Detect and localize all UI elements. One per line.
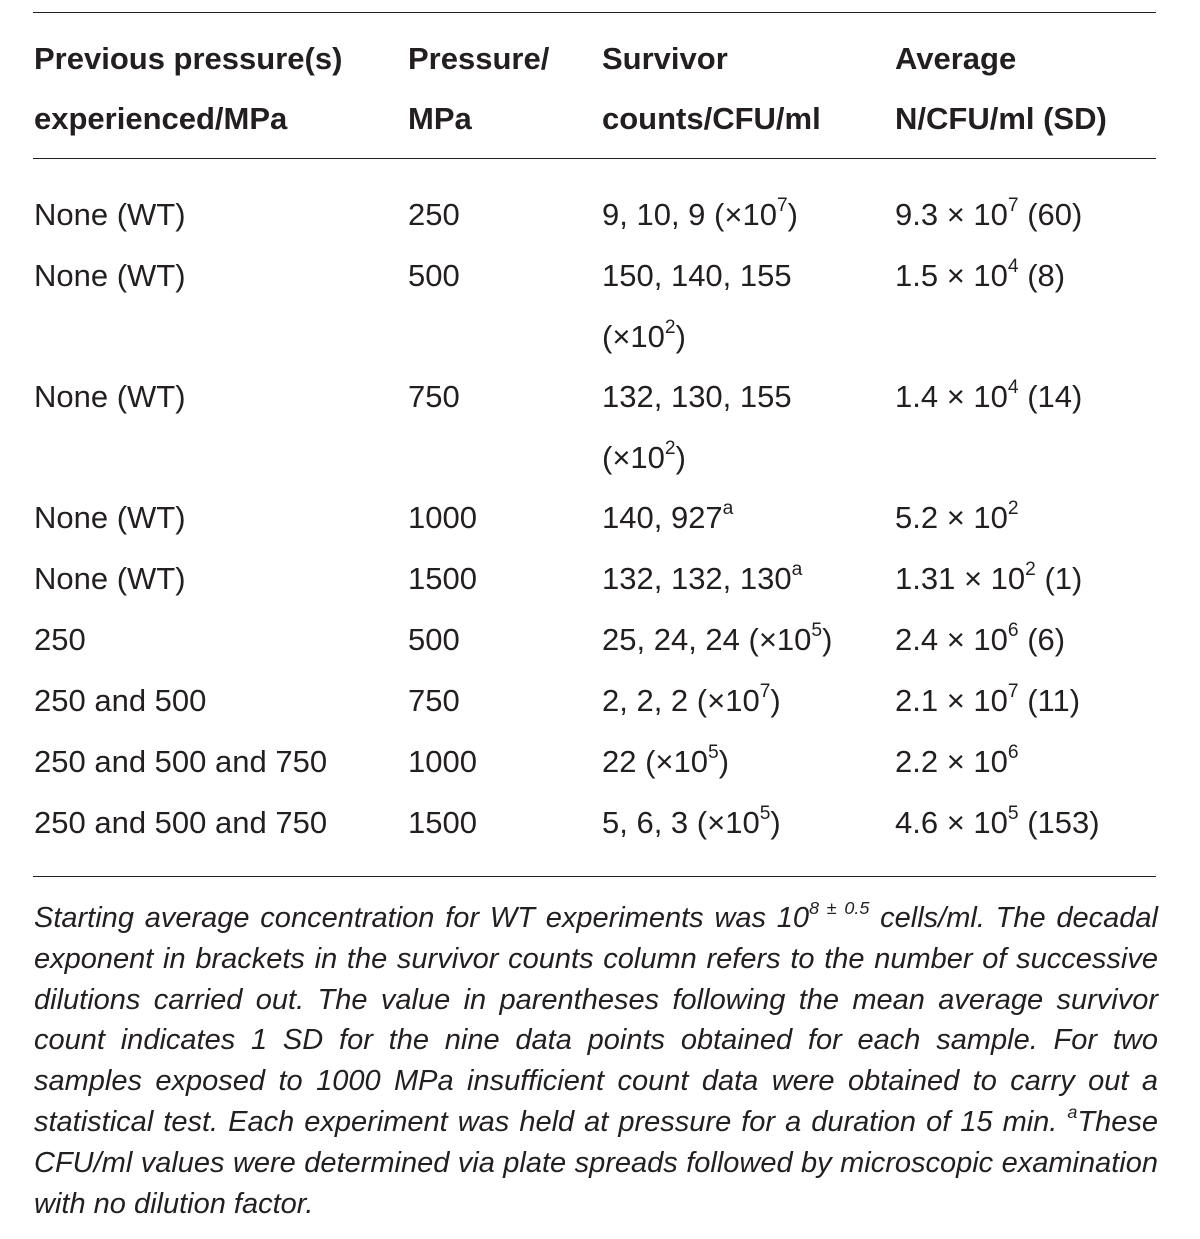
avg-sd: (8) <box>1018 258 1066 293</box>
table-row <box>0 792 1200 853</box>
cell-pressure: 750 <box>408 683 460 718</box>
avg-sd: (153) <box>1018 805 1100 840</box>
counts-text: 2, 2, 2 (×10 <box>602 683 760 718</box>
avg-text: 2.4 × 10 <box>895 622 1008 657</box>
header-line: Survivor <box>602 41 728 76</box>
avg-exponent: 6 <box>1007 619 1019 641</box>
counts-after: ) <box>675 319 686 354</box>
cell-previous: None (WT) <box>34 258 186 293</box>
cell-counts <box>602 792 781 853</box>
footnote-text: cells/ml. The decadal exponent in brackets in the survivor counts column refers to the number of successive dilutions carried out. The value in parentheses following the mean average survivor count indicates 1 SD for the nine data points obtained for each sample. For two samples exposed to 1000 MPa insufficient count data were obtained to carry out a statistical test. Each experiment was held at pressure for a duration of 15 min. <box>34 902 1158 1138</box>
cell-counts <box>602 670 781 731</box>
avg-text: 1.31 × 10 <box>895 561 1026 596</box>
header-bottom-rule <box>33 158 1156 159</box>
cell-pressure: 750 <box>408 379 460 414</box>
counts-text: 22 (×10 <box>602 744 709 779</box>
cell-previous: None (WT) <box>34 379 186 414</box>
table-row <box>0 731 1200 792</box>
avg-exponent: 7 <box>1007 194 1019 216</box>
table-row <box>0 487 1200 548</box>
header-pressure <box>408 29 549 149</box>
cell-average <box>895 670 1080 731</box>
avg-text: 1.4 × 10 <box>895 379 1008 414</box>
table-top-rule <box>33 12 1156 13</box>
cell-previous: 250 and 500 and 750 <box>34 744 328 779</box>
cell-previous: None (WT) <box>34 500 186 535</box>
counts-after: ) <box>770 805 781 840</box>
table-row <box>0 366 1200 475</box>
header-average <box>895 29 1107 149</box>
cell-counts <box>602 609 832 670</box>
cell-average <box>895 548 1082 609</box>
counts-footnote-mark: a <box>722 497 734 519</box>
counts-exponent: 5 <box>708 741 719 763</box>
counts-exponent: 7 <box>759 680 771 702</box>
counts-exponent: 7 <box>776 194 788 216</box>
avg-exponent: 4 <box>1007 376 1019 398</box>
counts-line2 <box>602 427 792 488</box>
counts-exponent: 2 <box>664 437 676 459</box>
cell-average <box>895 731 1019 792</box>
cell-counts <box>602 245 792 367</box>
table-row <box>0 184 1200 245</box>
counts-exponent: 5 <box>811 619 823 641</box>
cell-counts <box>602 731 729 792</box>
cell-pressure: 250 <box>408 197 460 232</box>
avg-text: 4.6 × 10 <box>895 805 1008 840</box>
counts-text: 140, 927 <box>602 500 723 535</box>
table-row <box>0 245 1200 354</box>
counts-line2-text: (×10 <box>602 440 665 475</box>
counts-exponent: 2 <box>664 316 676 338</box>
counts-after: ) <box>675 440 686 475</box>
counts-text: 150, 140, 155 <box>602 258 792 293</box>
cell-pressure: 1500 <box>408 805 477 840</box>
avg-text: 9.3 × 10 <box>895 197 1008 232</box>
table-footnote <box>34 898 1158 1224</box>
cell-previous: None (WT) <box>34 561 186 596</box>
counts-text: 25, 24, 24 (×10 <box>602 622 812 657</box>
cell-average <box>895 245 1065 306</box>
avg-text: 2.2 × 10 <box>895 744 1008 779</box>
counts-footnote-mark: a <box>791 558 803 580</box>
avg-text: 2.1 × 10 <box>895 683 1008 718</box>
footnote-text: These CFU/ml values were determined via plate spreads followed by microscopic examination with no dilution factor. <box>34 1105 1158 1220</box>
cell-average <box>895 366 1082 427</box>
header-line: N/CFU/ml (SD) <box>895 101 1107 136</box>
cell-pressure: 500 <box>408 622 460 657</box>
cell-average <box>895 487 1019 548</box>
avg-sd: (60) <box>1018 197 1083 232</box>
counts-after: ) <box>787 197 798 232</box>
avg-exponent: 4 <box>1007 255 1019 277</box>
counts-text: 5, 6, 3 (×10 <box>602 805 760 840</box>
header-line: Previous pressure(s) <box>34 41 343 76</box>
footnote-text: Starting average concentration for WT experiments was 10 <box>34 902 810 934</box>
cell-counts <box>602 184 798 245</box>
cell-previous: 250 <box>34 622 86 657</box>
avg-sd: (14) <box>1018 379 1083 414</box>
header-line: MPa <box>408 101 472 136</box>
counts-after: ) <box>770 683 781 718</box>
header-line: counts/CFU/ml <box>602 101 821 136</box>
table-row <box>0 609 1200 670</box>
counts-text: 9, 10, 9 (×10 <box>602 197 777 232</box>
cell-pressure: 1500 <box>408 561 477 596</box>
cell-average <box>895 792 1100 853</box>
table-bottom-rule <box>33 876 1156 877</box>
counts-text: 132, 130, 155 <box>602 379 792 414</box>
header-line: Average <box>895 41 1017 76</box>
cell-pressure: 500 <box>408 258 460 293</box>
avg-sd: (1) <box>1035 561 1083 596</box>
avg-exponent: 2 <box>1025 558 1036 580</box>
avg-text: 5.2 × 10 <box>895 500 1008 535</box>
table-row <box>0 548 1200 609</box>
counts-after: ) <box>718 744 730 779</box>
avg-sd: (11) <box>1018 683 1081 718</box>
cell-previous: 250 and 500 and 750 <box>34 805 328 840</box>
counts-line2 <box>602 306 792 367</box>
footnote-mark: a <box>1067 1101 1078 1122</box>
cell-previous: 250 and 500 <box>34 683 207 718</box>
header-previous-pressure <box>34 29 342 149</box>
cell-counts <box>602 366 792 488</box>
avg-exponent: 6 <box>1007 741 1019 763</box>
cell-pressure: 1000 <box>408 500 477 535</box>
avg-text: 1.5 × 10 <box>895 258 1008 293</box>
table-row <box>0 670 1200 731</box>
cell-average <box>895 609 1065 670</box>
cell-average <box>895 184 1082 245</box>
counts-line2-text: (×10 <box>602 319 665 354</box>
header-survivor-counts <box>602 29 821 149</box>
counts-exponent: 5 <box>759 802 771 824</box>
cell-counts <box>602 548 802 609</box>
counts-text: 132, 132, 130 <box>602 561 792 596</box>
cell-previous: None (WT) <box>34 197 186 232</box>
footnote-exponent: 8 ± 0.5 <box>809 897 870 918</box>
cell-counts <box>602 487 733 548</box>
header-line: experienced/MPa <box>34 101 288 136</box>
header-line: Pressure/ <box>408 41 550 76</box>
counts-after: ) <box>822 622 833 657</box>
avg-sd: (6) <box>1018 622 1066 657</box>
avg-exponent: 7 <box>1007 680 1019 702</box>
cell-pressure: 1000 <box>408 744 477 779</box>
avg-exponent: 5 <box>1007 802 1019 824</box>
avg-exponent: 2 <box>1007 497 1019 519</box>
